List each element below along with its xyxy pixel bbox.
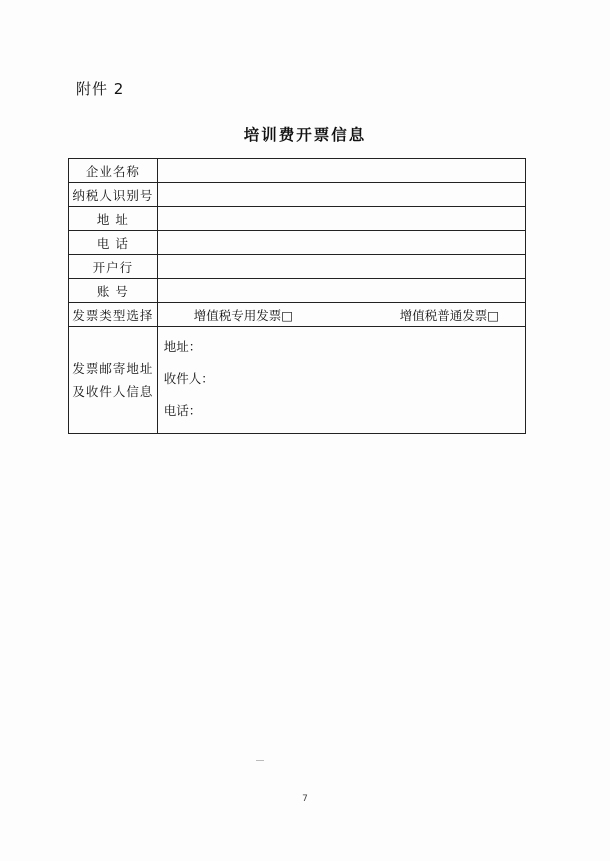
table-row bbox=[69, 255, 526, 279]
table-row bbox=[69, 279, 526, 303]
mailing-info-field[interactable] bbox=[157, 327, 525, 434]
invoice-type-field bbox=[157, 303, 525, 327]
table-row bbox=[69, 159, 526, 183]
page-number: 7 bbox=[302, 794, 308, 804]
address-label: 地 址 bbox=[69, 207, 158, 231]
company-name-label: 企业名称 bbox=[69, 159, 158, 183]
account-field[interactable] bbox=[157, 279, 525, 303]
table-row bbox=[69, 183, 526, 207]
mailing-info-label-line2: 及收件人信息 bbox=[72, 384, 154, 399]
mailing-phone-label: 电话： bbox=[163, 403, 202, 418]
taxpayer-id-label: 纳税人识别号 bbox=[69, 183, 158, 207]
mailing-address-label: 地址： bbox=[163, 339, 202, 354]
page-title: 培训费开票信息 bbox=[243, 126, 367, 144]
invoice-info-table bbox=[68, 158, 526, 434]
company-name-field[interactable] bbox=[157, 159, 525, 183]
mailing-info-label bbox=[69, 327, 158, 434]
phone-field[interactable] bbox=[157, 231, 525, 255]
account-label: 账 号 bbox=[69, 279, 158, 303]
attachment-label: 附件 2 bbox=[76, 80, 125, 98]
table-row bbox=[69, 207, 526, 231]
table-row bbox=[69, 231, 526, 255]
mailing-info-label-line1: 发票邮寄地址 bbox=[72, 361, 154, 376]
bank-field[interactable] bbox=[157, 255, 525, 279]
table-row bbox=[69, 327, 526, 434]
invoice-type-label: 发票类型选择 bbox=[69, 303, 158, 327]
normal-invoice-checkbox[interactable]: 增值税普通发票□ bbox=[399, 307, 499, 323]
scan-artifact bbox=[256, 760, 264, 761]
address-field[interactable] bbox=[157, 207, 525, 231]
mailing-recipient-label: 收件人： bbox=[163, 371, 214, 386]
phone-label: 电 话 bbox=[69, 231, 158, 255]
special-invoice-checkbox[interactable]: 增值税专用发票□ bbox=[193, 307, 294, 323]
bank-label: 开户行 bbox=[69, 255, 158, 279]
table-row bbox=[69, 303, 526, 327]
taxpayer-id-field[interactable] bbox=[157, 183, 525, 207]
